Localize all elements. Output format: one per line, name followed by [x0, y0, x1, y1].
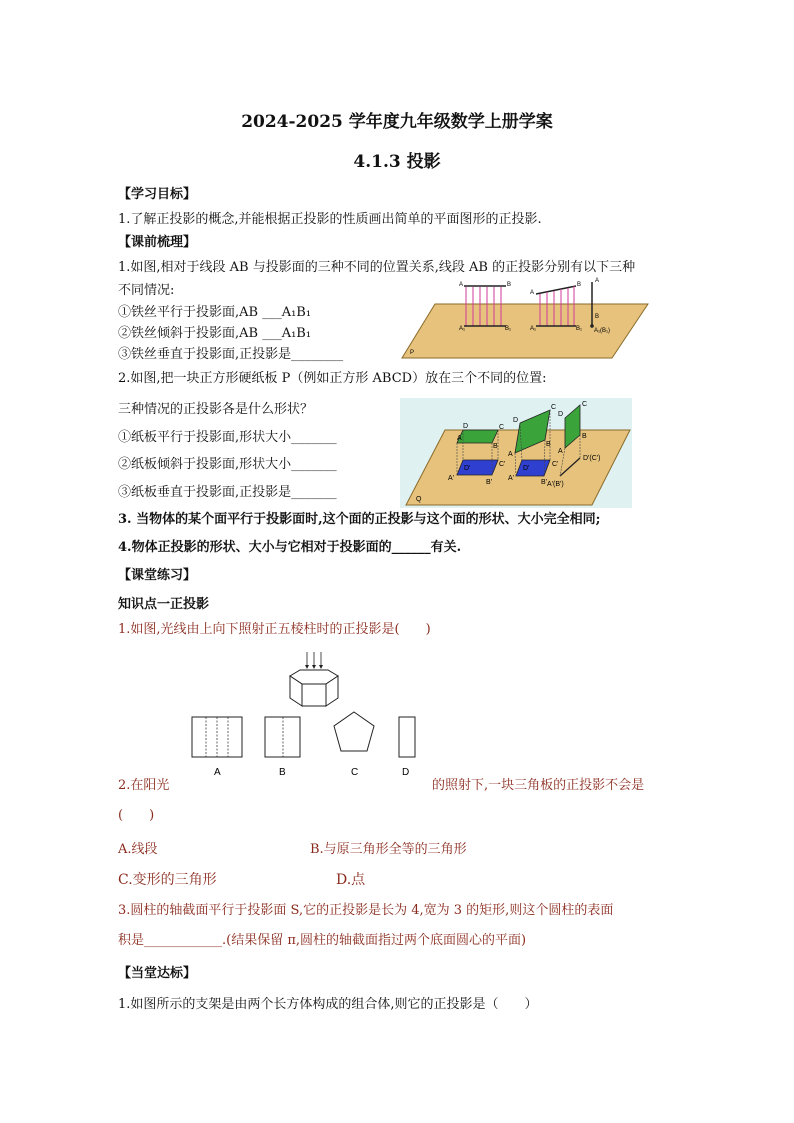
label-d-oblique: D: [513, 417, 519, 424]
goals-heading: 【学习目标】: [118, 187, 197, 202]
label-a1b1: A₁(B₁): [594, 328, 611, 334]
q3-text: 3. 当物体的某个面平行于投影面时,这个面的正投影与这个面的形状、大小完全相同;: [118, 512, 601, 527]
q1-option-a: ①铁丝平行于投影面,AB ___A₁B₁: [118, 305, 312, 320]
label-c-prime: C': [499, 461, 506, 468]
label-dc-prime: D'(C'): [583, 455, 601, 462]
p3-text-line1: 3.圆柱的轴截面平行于投影面 S,它的正投影是长为 4,宽为 3 的矩形,则这个圆柱的表面: [118, 903, 614, 918]
p2-option-c: C.变形的三角形: [118, 872, 217, 888]
label-b-oblique: B: [546, 441, 551, 448]
label-b-prime-oblique: B': [541, 479, 548, 486]
check-heading: 【当堂达标】: [118, 966, 197, 981]
q1-option-b: ②铁丝倾斜于投影面,AB ___A₁B₁: [118, 326, 312, 341]
label-b-oblique: B: [577, 282, 582, 288]
label-c-oblique: C: [551, 404, 557, 411]
label-b1: B₁: [505, 326, 512, 332]
label-b1-oblique: B₁: [576, 326, 583, 332]
page-subtitle: 4.1.3 投影: [353, 152, 441, 172]
goals-item: 1.了解正投影的概念,并能根据正投影的性质画出简单的平面图形的正投影.: [118, 212, 542, 227]
label-c-perp: C: [582, 401, 588, 408]
p1-text: 1.如图,光线由上向下照射正五棱柱时的正投影是( ): [118, 622, 431, 637]
option-a-label: A: [214, 767, 221, 778]
q1-option-c: ③铁丝垂直于投影面,正投影是________: [118, 347, 344, 362]
review-heading: 【课前梳理】: [118, 235, 197, 250]
label-a-perp: A: [595, 278, 600, 284]
label-d: D: [463, 423, 469, 430]
label-q: Q: [416, 496, 422, 503]
p2-text-left: 2.在阳光: [118, 778, 170, 793]
label-a-oblique: A: [508, 451, 513, 458]
label-c-prime-oblique: C': [552, 461, 559, 468]
q4-text: 4.物体正投影的形状、大小与它相对于投影面的______有关.: [118, 540, 462, 555]
option-b-label: B: [279, 767, 286, 778]
p2-paren: ( ): [118, 808, 155, 823]
label-d-prime-oblique: D': [523, 465, 530, 472]
figure-pentagonal-prism: [188, 648, 428, 780]
label-p: P: [410, 350, 415, 356]
label-b: B: [493, 443, 498, 450]
knowledge-point-heading: 知识点一正投影: [118, 597, 210, 612]
option-d-shape: [399, 717, 415, 757]
label-ab-prime: A'(B'): [547, 481, 564, 488]
p2-option-d: D.点: [336, 872, 366, 888]
q2-option-c: ③纸板垂直于投影面,正投影是_______: [118, 485, 337, 500]
segment-oblique: [536, 286, 576, 294]
q2-text-line2: 三种情况的正投影各是什么形状？: [118, 402, 314, 417]
label-a: A: [457, 435, 462, 442]
pentagonal-prism: [290, 670, 338, 706]
option-d-label: D: [402, 767, 410, 778]
p3-text-line2: 积是____________.(结果保留 π,圆柱的轴截面指过两个底面圆心的平面): [118, 933, 527, 948]
figure-square-projection: [400, 398, 632, 508]
label-a-oblique: A: [530, 290, 535, 296]
label-b: B: [507, 282, 512, 288]
label-d-perp: D: [558, 411, 564, 418]
check-item-1: 1.如图所示的支架是由两个长方体构成的组合体,则它的正投影是（ ）: [118, 997, 538, 1012]
p2-option-a: A.线段: [118, 842, 158, 857]
practice-heading: 【课堂练习】: [118, 568, 197, 583]
p2-option-b: B.与原三角形全等的三角形: [310, 842, 467, 857]
label-c: C: [499, 424, 505, 431]
label-a-prime: A': [448, 475, 455, 482]
label-a: A: [459, 282, 464, 288]
label-a1-oblique: A₁: [530, 326, 537, 332]
p2-text-right: 的照射下,一块三角板的正投影不会是: [432, 778, 645, 793]
projection-plane-p: [402, 304, 648, 358]
label-a-perp: A: [558, 448, 563, 455]
page-title: 2024-2025 学年度九年级数学上册学案: [241, 112, 553, 132]
label-b-perp: B: [582, 433, 587, 440]
q2-text-line1: 2.如图,把一块正方形硬纸板 P（例如正方形 ABCD）放在三个不同的位置:: [118, 371, 547, 386]
label-d-prime: D': [464, 465, 471, 472]
figure-segment-projection: [380, 276, 650, 360]
projection-oblique-square: [516, 460, 550, 476]
label-b-prime: B': [486, 479, 493, 486]
option-c-shape: [334, 712, 374, 751]
q2-option-b: ②纸板倾斜于投影面,形状大小_______: [118, 457, 337, 472]
option-a-shape: [192, 717, 242, 757]
q1-text-line1: 1.如图,相对于线段 AB 与投影面的三种不同的位置关系,线段 AB 的正投影分别有以下三种: [118, 260, 636, 275]
label-a-prime-oblique: A': [508, 475, 515, 482]
label-b-perp: B: [595, 314, 600, 320]
q2-option-a: ①纸板平行于投影面,形状大小_______: [118, 430, 337, 445]
label-a1: A₁: [459, 326, 466, 332]
option-c-label: C: [351, 767, 359, 778]
option-b-shape: [265, 717, 300, 757]
q1-text-line2: 不同情况:: [118, 283, 175, 298]
